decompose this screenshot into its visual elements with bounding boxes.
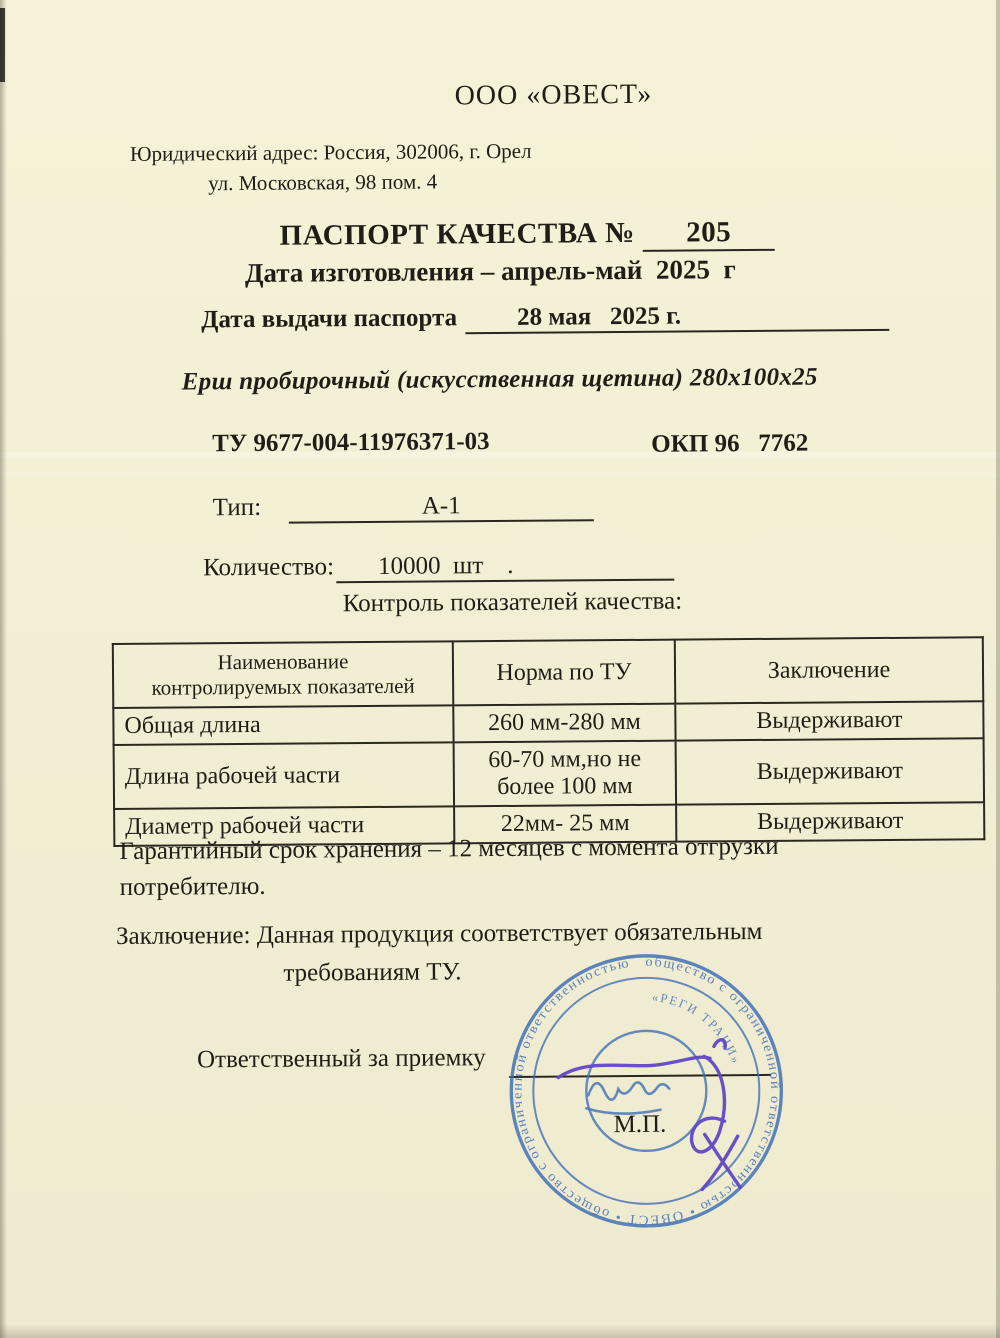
table-cell-conclusion: Выдерживают <box>676 738 984 804</box>
issue-date-label: Дата выдачи паспорта <box>201 304 458 334</box>
scan-notch <box>0 8 5 82</box>
scan-edge-bottom <box>0 1324 1000 1338</box>
table-row <box>114 738 984 809</box>
quantity-line <box>203 551 674 585</box>
table-header-row <box>113 637 983 708</box>
scan-streak <box>0 452 1000 459</box>
control-title: Контроль показателей качества: <box>342 587 683 618</box>
passport-title: ПАСПОРТ КАЧЕСТВА № <box>279 216 635 252</box>
conclusion-line2: требованиям ТУ. <box>283 958 462 987</box>
table-cell-parameter: Диаметр рабочей части <box>114 806 454 846</box>
type-value: А-1 <box>289 491 594 523</box>
issue-date-line <box>201 301 889 336</box>
type-label: Тип: <box>212 493 262 522</box>
quality-table <box>112 636 986 847</box>
quantity-value: 10000 шт <box>377 552 484 580</box>
legal-address-line2: ул. Московская, 98 пом. 4 <box>208 169 438 196</box>
stamp-inner-text: «РЕГИ ТРАЦИ» <box>651 989 744 1067</box>
table-cell-norm: 60-70 мм,но не более 100 мм <box>454 741 676 807</box>
table-header-parameter: Наименование контролируемых показателей <box>113 641 453 708</box>
table-cell-norm: 260 мм-280 мм <box>453 704 675 743</box>
scan-edge-right <box>996 0 1000 1338</box>
conclusion-line1: Заключение: Данная продукция соответствует обязательным <box>115 917 763 951</box>
warranty-text: Гарантийный срок хранения – 12 месяцев с момента отгрузки потребителю. <box>119 832 779 901</box>
scan-streak <box>0 472 1000 477</box>
table-header-conclusion: Заключение <box>675 637 983 703</box>
table-cell-parameter: Длина рабочей части <box>114 742 454 809</box>
table-cell-parameter: Общая длина <box>113 705 453 745</box>
table-cell-conclusion: Выдерживают <box>675 701 983 740</box>
okp-code: ОКП 96 7762 <box>651 429 809 458</box>
issue-date-value: 28 мая 2025 г. <box>465 301 889 334</box>
quantity-label: Количество: <box>203 553 335 582</box>
scan-edge-left <box>0 0 7 1338</box>
product-name: Ерш пробирочный (искусственная щетина) 280х100х25 <box>181 363 818 396</box>
signature-scribble <box>508 1006 800 1208</box>
company-name: ООО «ОВЕСТ» <box>454 78 653 112</box>
manufacture-date-line: Дата изготовления – апрель-май 2025 г <box>244 254 736 288</box>
legal-address-line1: Юридический адрес: Россия, 302006, г. Орел <box>129 138 532 166</box>
stamp-ring-text: общество с ограниченной ответственностью • ОВЕСТ • общество с ограниченной ответственностью <box>509 953 784 1228</box>
passport-title-line <box>279 216 774 255</box>
table-cell-norm: 22мм- 25 мм <box>454 805 676 844</box>
tu-number: ТУ 9677-004-11976371-03 <box>212 428 490 458</box>
responsible-label: Ответственный за приемку <box>196 1044 486 1074</box>
table-cell-conclusion: Выдерживают <box>676 802 984 841</box>
table-header-norm: Норма по ТУ <box>453 640 675 706</box>
quantity-period: . <box>507 551 514 579</box>
passport-number: 205 <box>643 216 775 252</box>
mp-label: М.П. <box>613 1110 667 1139</box>
